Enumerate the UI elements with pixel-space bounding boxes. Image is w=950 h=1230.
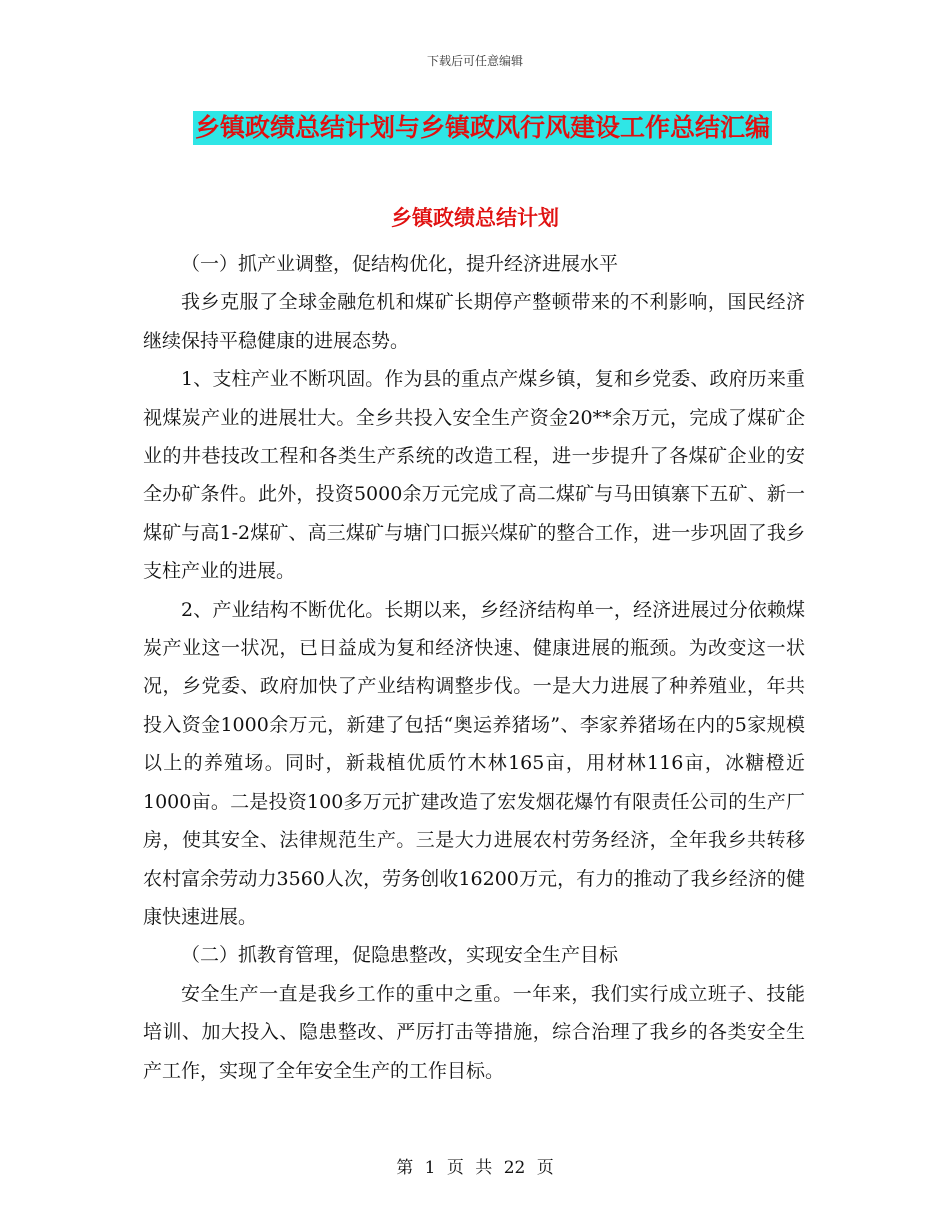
footer-suffix: 页 xyxy=(536,1158,554,1178)
paragraph-safety-overview: 安全生产一直是我乡工作的重中之重。一年来，我们实行成立班子、技能培训、加大投入、隐患整改、严厉打击等措施，综合治理了我乡的各类安全生产工作，实现了全年安全生产的工作目标。 xyxy=(143,982,805,1082)
header-note: 下载后可任意编辑 xyxy=(426,54,523,68)
page-total: 22 xyxy=(503,1158,526,1178)
document-title: 乡镇政绩总结计划与乡镇政风行风建设工作总结汇编 xyxy=(193,111,772,145)
heading-safety-production: （二）抓教育管理，促隐患整改，实现安全生产目标 xyxy=(181,944,619,967)
footer-prefix: 第 xyxy=(396,1158,414,1178)
paragraph-pillar-industry: 1、支柱产业不断巩固。作为县的重点产煤乡镇，复和乡党委、政府历来重视煤炭产业的进展壮大。全乡共投入安全生产资金20**余万元，完成了煤矿企业的井巷技改工程和各类生产系统的改造工程，进一步提升了各煤矿企业的安全办矿条件。此外，投资5000余万元完成了高二煤矿与马田镇寨下五矿、新一煤矿与高1-2煤矿、高三煤矿与塘门口振兴煤矿的整合工作，进一步巩固了我乡支柱产业的进展。 xyxy=(143,368,805,583)
paragraph-economy-overview: 我乡克服了全球金融危机和煤矿长期停产整顿带来的不利影响，国民经济继续保持平稳健康的进展态势。 xyxy=(143,291,805,352)
page-footer xyxy=(0,1153,950,1178)
heading-industry-adjustment: （一）抓产业调整，促结构优化，提升经济进展水平 xyxy=(181,253,619,275)
paragraph-industry-structure: 2、产业结构不断优化。长期以来，乡经济结构单一，经济进展过分依赖煤炭产业这一状况，已日益成为复和经济快速、健康进展的瓶颈。为改变这一状况，乡党委、政府加快了产业结构调整步伐。一是大力进展了种养殖业，年共投入资金1000余万元，新建了包括“奥运养猪场”、李家养猪场在内的5家规模以上的养殖场。同时，新栽植优质竹木林165亩，用材林116亩，冰糖橙近1000亩。二是投资100多万元扩建改造了宏发烟花爆竹有限责任公司的生产厂房，使其安全、法律规范生产。三是大力进展农村劳务经济，全年我乡共转移农村富余劳动力3560人次，劳务创收16200万元，有力的推动了我乡经济的健康快速进展。 xyxy=(143,598,805,928)
section-title: 乡镇政绩总结计划 xyxy=(391,206,559,230)
document-body xyxy=(143,245,805,1090)
page-number: 1 xyxy=(424,1158,436,1178)
footer-middle: 页 共 xyxy=(446,1158,493,1178)
